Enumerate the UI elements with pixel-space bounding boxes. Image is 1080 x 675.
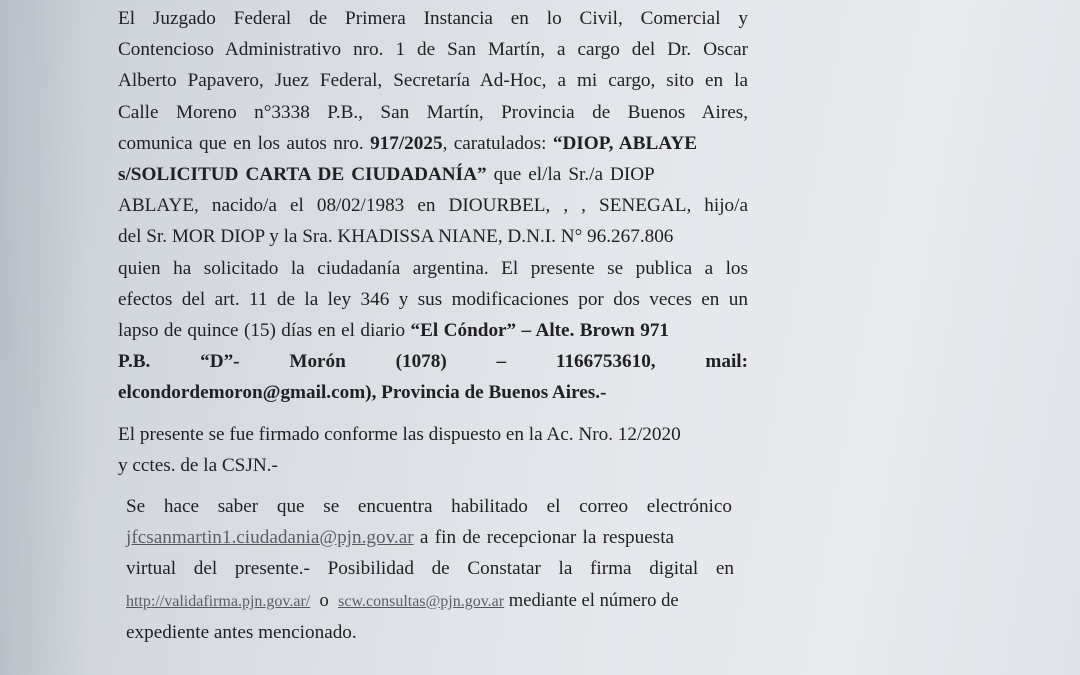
newspaper-name: “El Cóndor” – Alte. Brown 971 — [410, 320, 670, 342]
text-segment: a fin de recepcionar la respuesta — [413, 527, 675, 549]
case-number: 917/2025 — [370, 132, 443, 154]
case-title-continued: s/SOLICITUD CARTA DE CIUDADANÍA” — [118, 164, 487, 186]
text-line: virtual del presente.- Posibilidad de Constatar la firma digital en — [126, 558, 734, 580]
text-line: expediente antes mencionado. — [126, 621, 357, 643]
text-segment: que el/la Sr./a DIOP — [486, 164, 655, 186]
paragraph-gap — [118, 481, 748, 491]
text-segment: mediante el número de — [504, 589, 679, 611]
text-line: Calle Moreno n°3338 P.B., San Martín, Provincia de Buenos Aires, — [118, 101, 748, 123]
text-line: Se hace saber que se encuentra habilitado el correo electrónico — [126, 496, 732, 518]
text-line: del Sr. MOR DIOP y la Sra. KHADISSA NIANE, D.N.I. N° 96.267.806 — [118, 226, 674, 248]
email-link[interactable]: jfcsanmartin1.ciudadania@pjn.gov.ar — [126, 527, 414, 549]
newspaper-email: elcondordemoron@gmail.com), Provincia de Buenos Aires.- — [118, 382, 607, 404]
text-line: quien ha solicitado la ciudadanía argentina. El presente se publica a los — [118, 257, 748, 279]
text-line — [118, 315, 748, 346]
text-line: efectos del art. 11 de la ley 346 y sus modificaciones por dos veces en un — [118, 288, 748, 310]
text-line — [126, 585, 748, 617]
newspaper-address: P.B. “D”- Morón (1078) – 1166753610, mail: — [118, 351, 748, 373]
text-segment: , caratulados: — [442, 132, 553, 154]
case-title: “DIOP, ABLAYE — [552, 132, 697, 154]
paragraph-signature-note — [118, 419, 748, 481]
validation-link[interactable]: http://validafirma.pjn.gov.ar/ — [126, 592, 311, 610]
text-segment: lapso de quince (15) días en el diario — [118, 320, 411, 342]
text-line — [118, 159, 748, 190]
consultas-email-link[interactable]: scw.consultas@pjn.gov.ar — [338, 592, 505, 610]
paragraph-contact — [118, 491, 748, 648]
text-line: Contencioso Administrativo nro. 1 de San Martín, a cargo del Dr. Oscar — [118, 39, 748, 61]
paragraph-gap — [118, 409, 748, 419]
document-body — [118, 3, 748, 648]
text-line: y cctes. de la CSJN.- — [118, 454, 278, 476]
text-segment: comunica que en los autos nro. — [118, 132, 371, 154]
text-segment: o — [310, 589, 339, 611]
text-line — [126, 522, 748, 553]
text-line: El presente se fue firmado conforme las dispuesto en la Ac. Nro. 12/2020 — [118, 423, 681, 445]
paragraph-edict — [118, 3, 748, 409]
text-line: ABLAYE, nacido/a el 08/02/1983 en DIOURBEL, , , SENEGAL, hijo/a — [118, 195, 748, 217]
text-line: El Juzgado Federal de Primera Instancia en lo Civil, Comercial y — [118, 8, 748, 29]
text-line — [118, 128, 748, 159]
text-line: Alberto Papavero, Juez Federal, Secretaría Ad-Hoc, a mi cargo, sito en la — [118, 70, 748, 92]
